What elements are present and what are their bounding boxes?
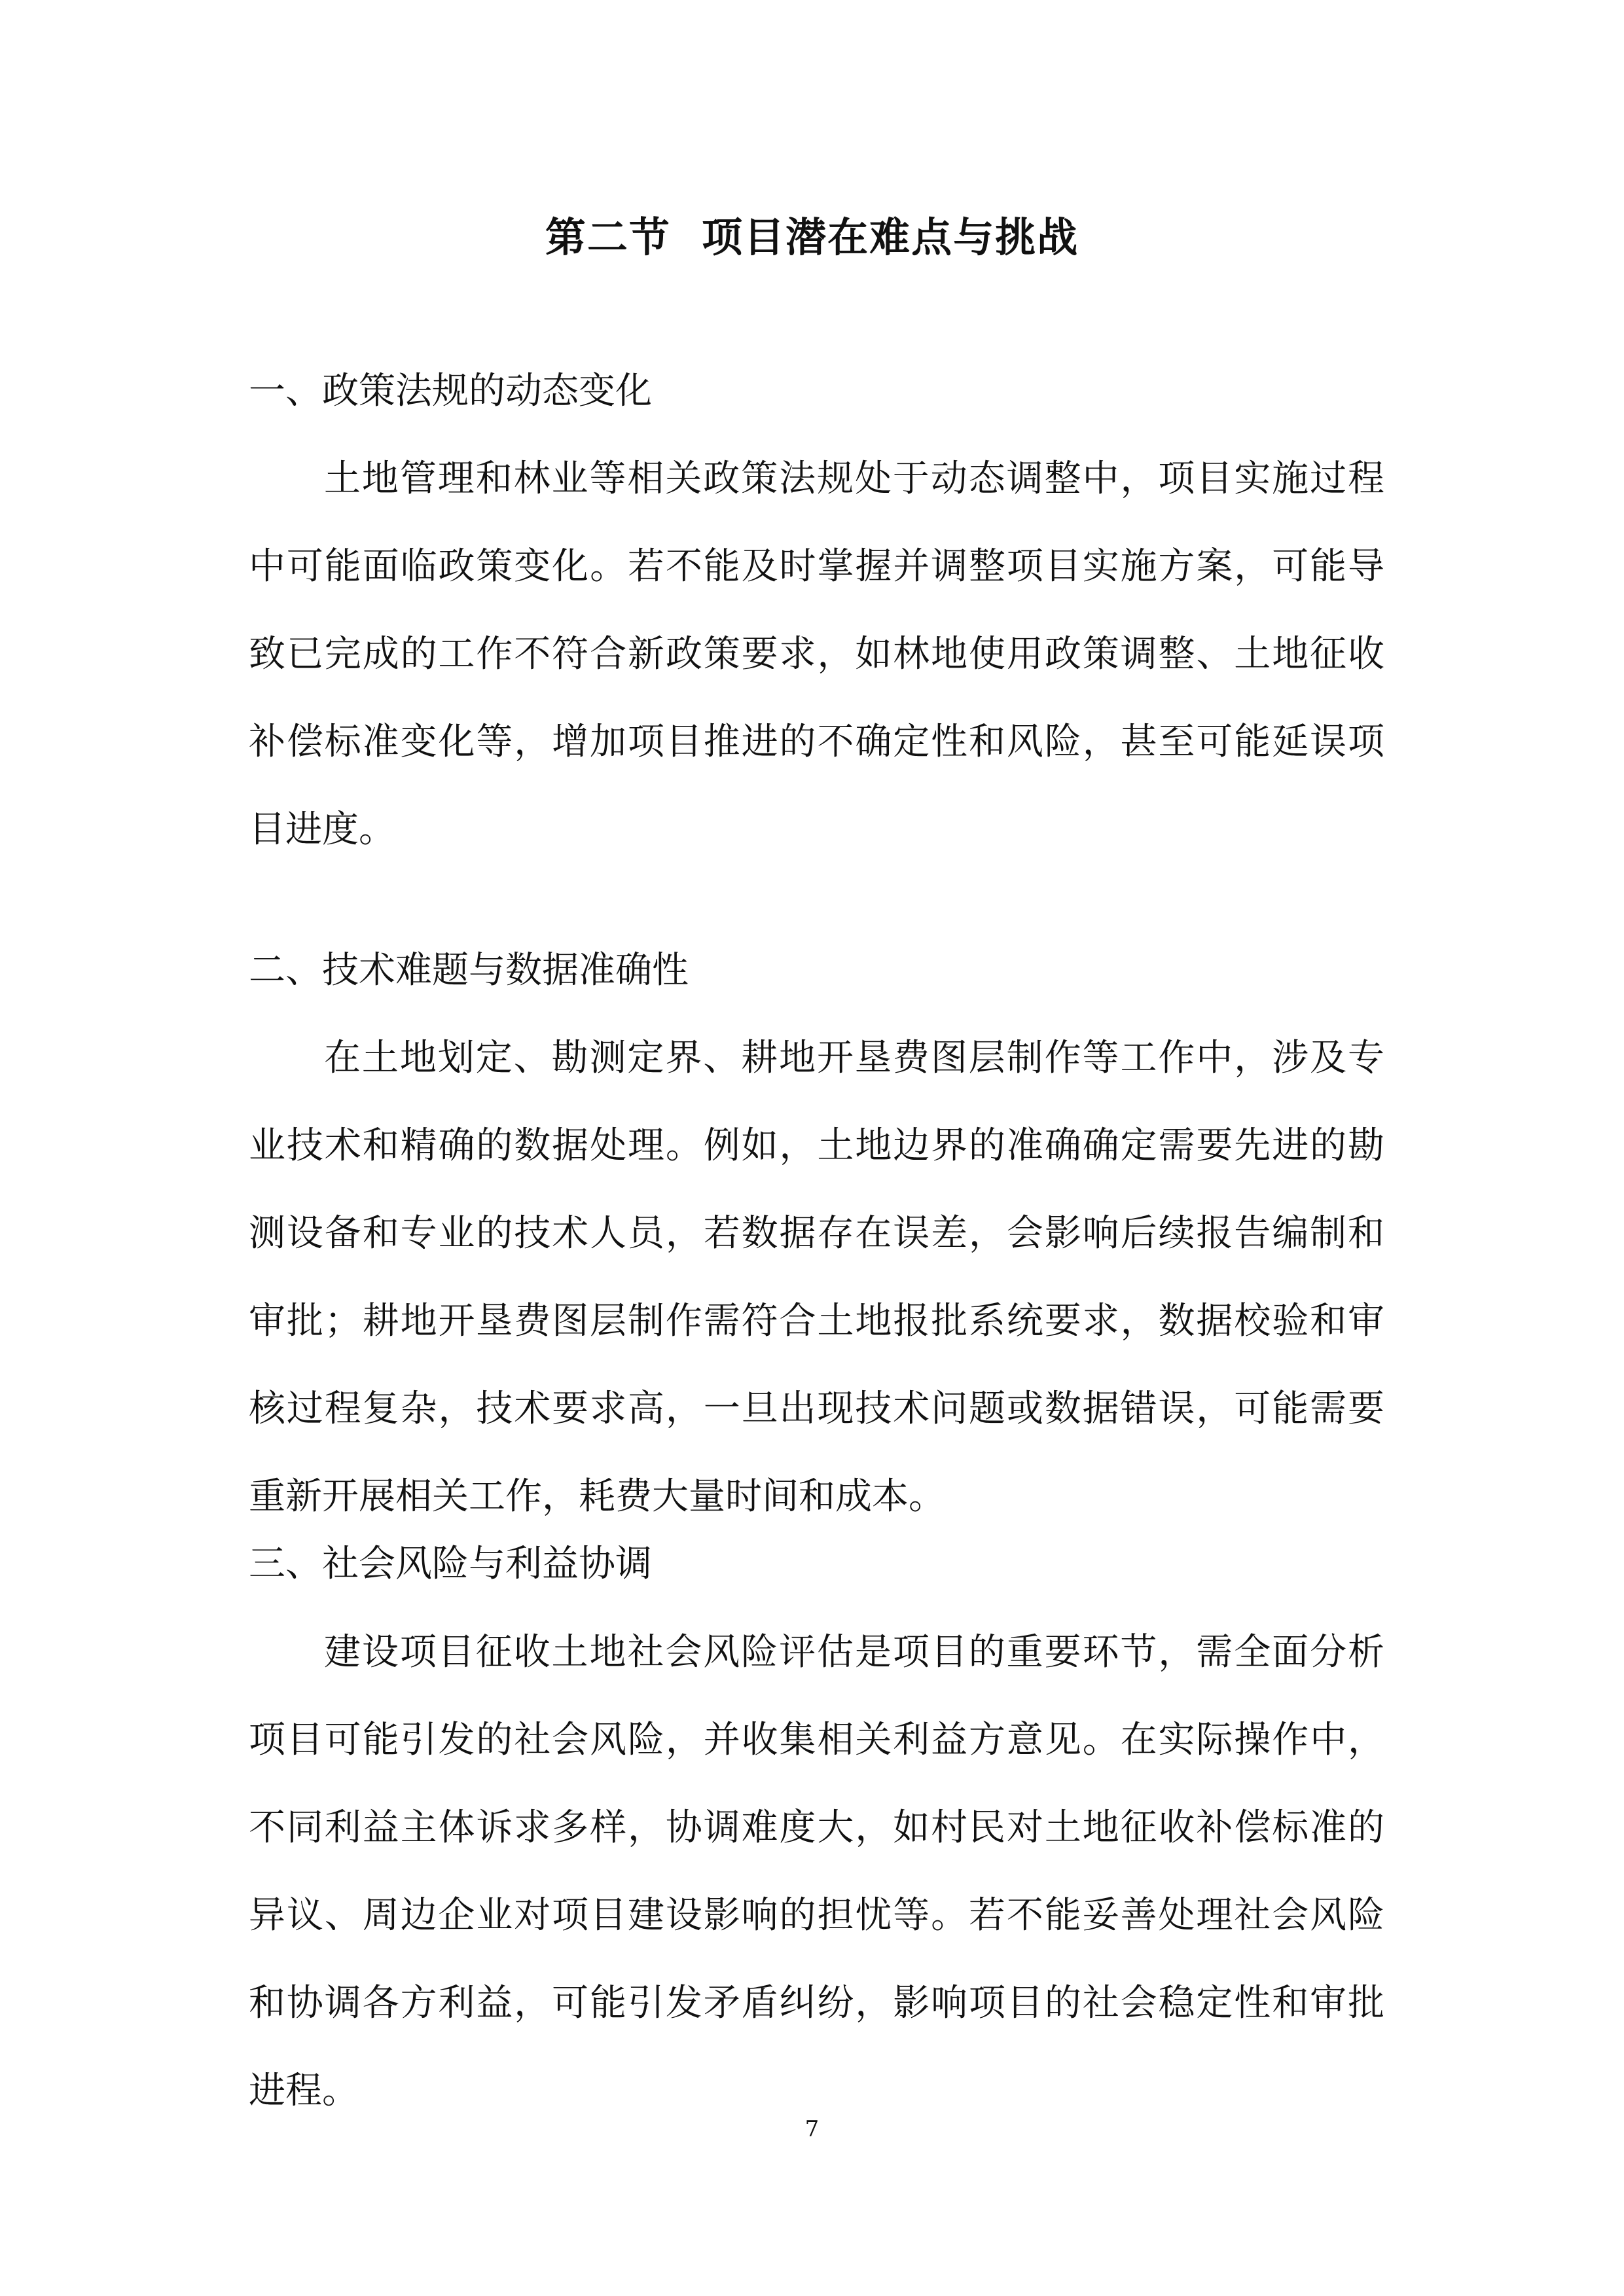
page-number: 7 bbox=[804, 2116, 820, 2142]
paragraph-policy-changes: 土地管理和林业等相关政策法规处于动态调整中，项目实施过程中可能面临政策变化。若不能及时掌握并调整项目实施方案，可能导致已完成的工作不符合新政策要求，如林地使用政策调整、土地征收补偿标准变化等，增加项目推进的不确定性和风险，甚至可能延误项目进度。 bbox=[249, 457, 1384, 851]
heading-policy-changes: 一、政策法规的动态变化 bbox=[249, 370, 652, 412]
heading-social-risks: 三、社会风险与利益协调 bbox=[249, 1543, 652, 1585]
paragraph-technical-challenges: 在土地划定、勘测定界、耕地开垦费图层制作等工作中，涉及专业技术和精确的数据处理。例如，土地边界的准确确定需要先进的勘测设备和专业的技术人员，若数据存在误差，会影响后续报告编制和审批；耕地开垦费图层制作需符合土地报批系统要求，数据校验和审核过程复杂，技术要求高，一旦出现技术问题或数据错误，可能需要重新开展相关工作，耗费大量时间和成本。 bbox=[249, 1037, 1384, 1518]
section-title: 第二节 项目潜在难点与挑战 bbox=[545, 213, 1079, 261]
heading-technical-challenges: 二、技术难题与数据准确性 bbox=[249, 949, 689, 992]
paragraph-social-risks: 建设项目征收土地社会风险评估是项目的重要环节，需全面分析项目可能引发的社会风险，并收集相关利益方意见。在实际操作中，不同利益主体诉求多样，协调难度大，如村民对土地征收补偿标准的异议、周边企业对项目建设影响的担忧等。若不能妥善处理社会风险和协调各方利益，可能引发矛盾纠纷，影响项目的社会稳定性和审批进程。 bbox=[249, 1631, 1384, 2112]
